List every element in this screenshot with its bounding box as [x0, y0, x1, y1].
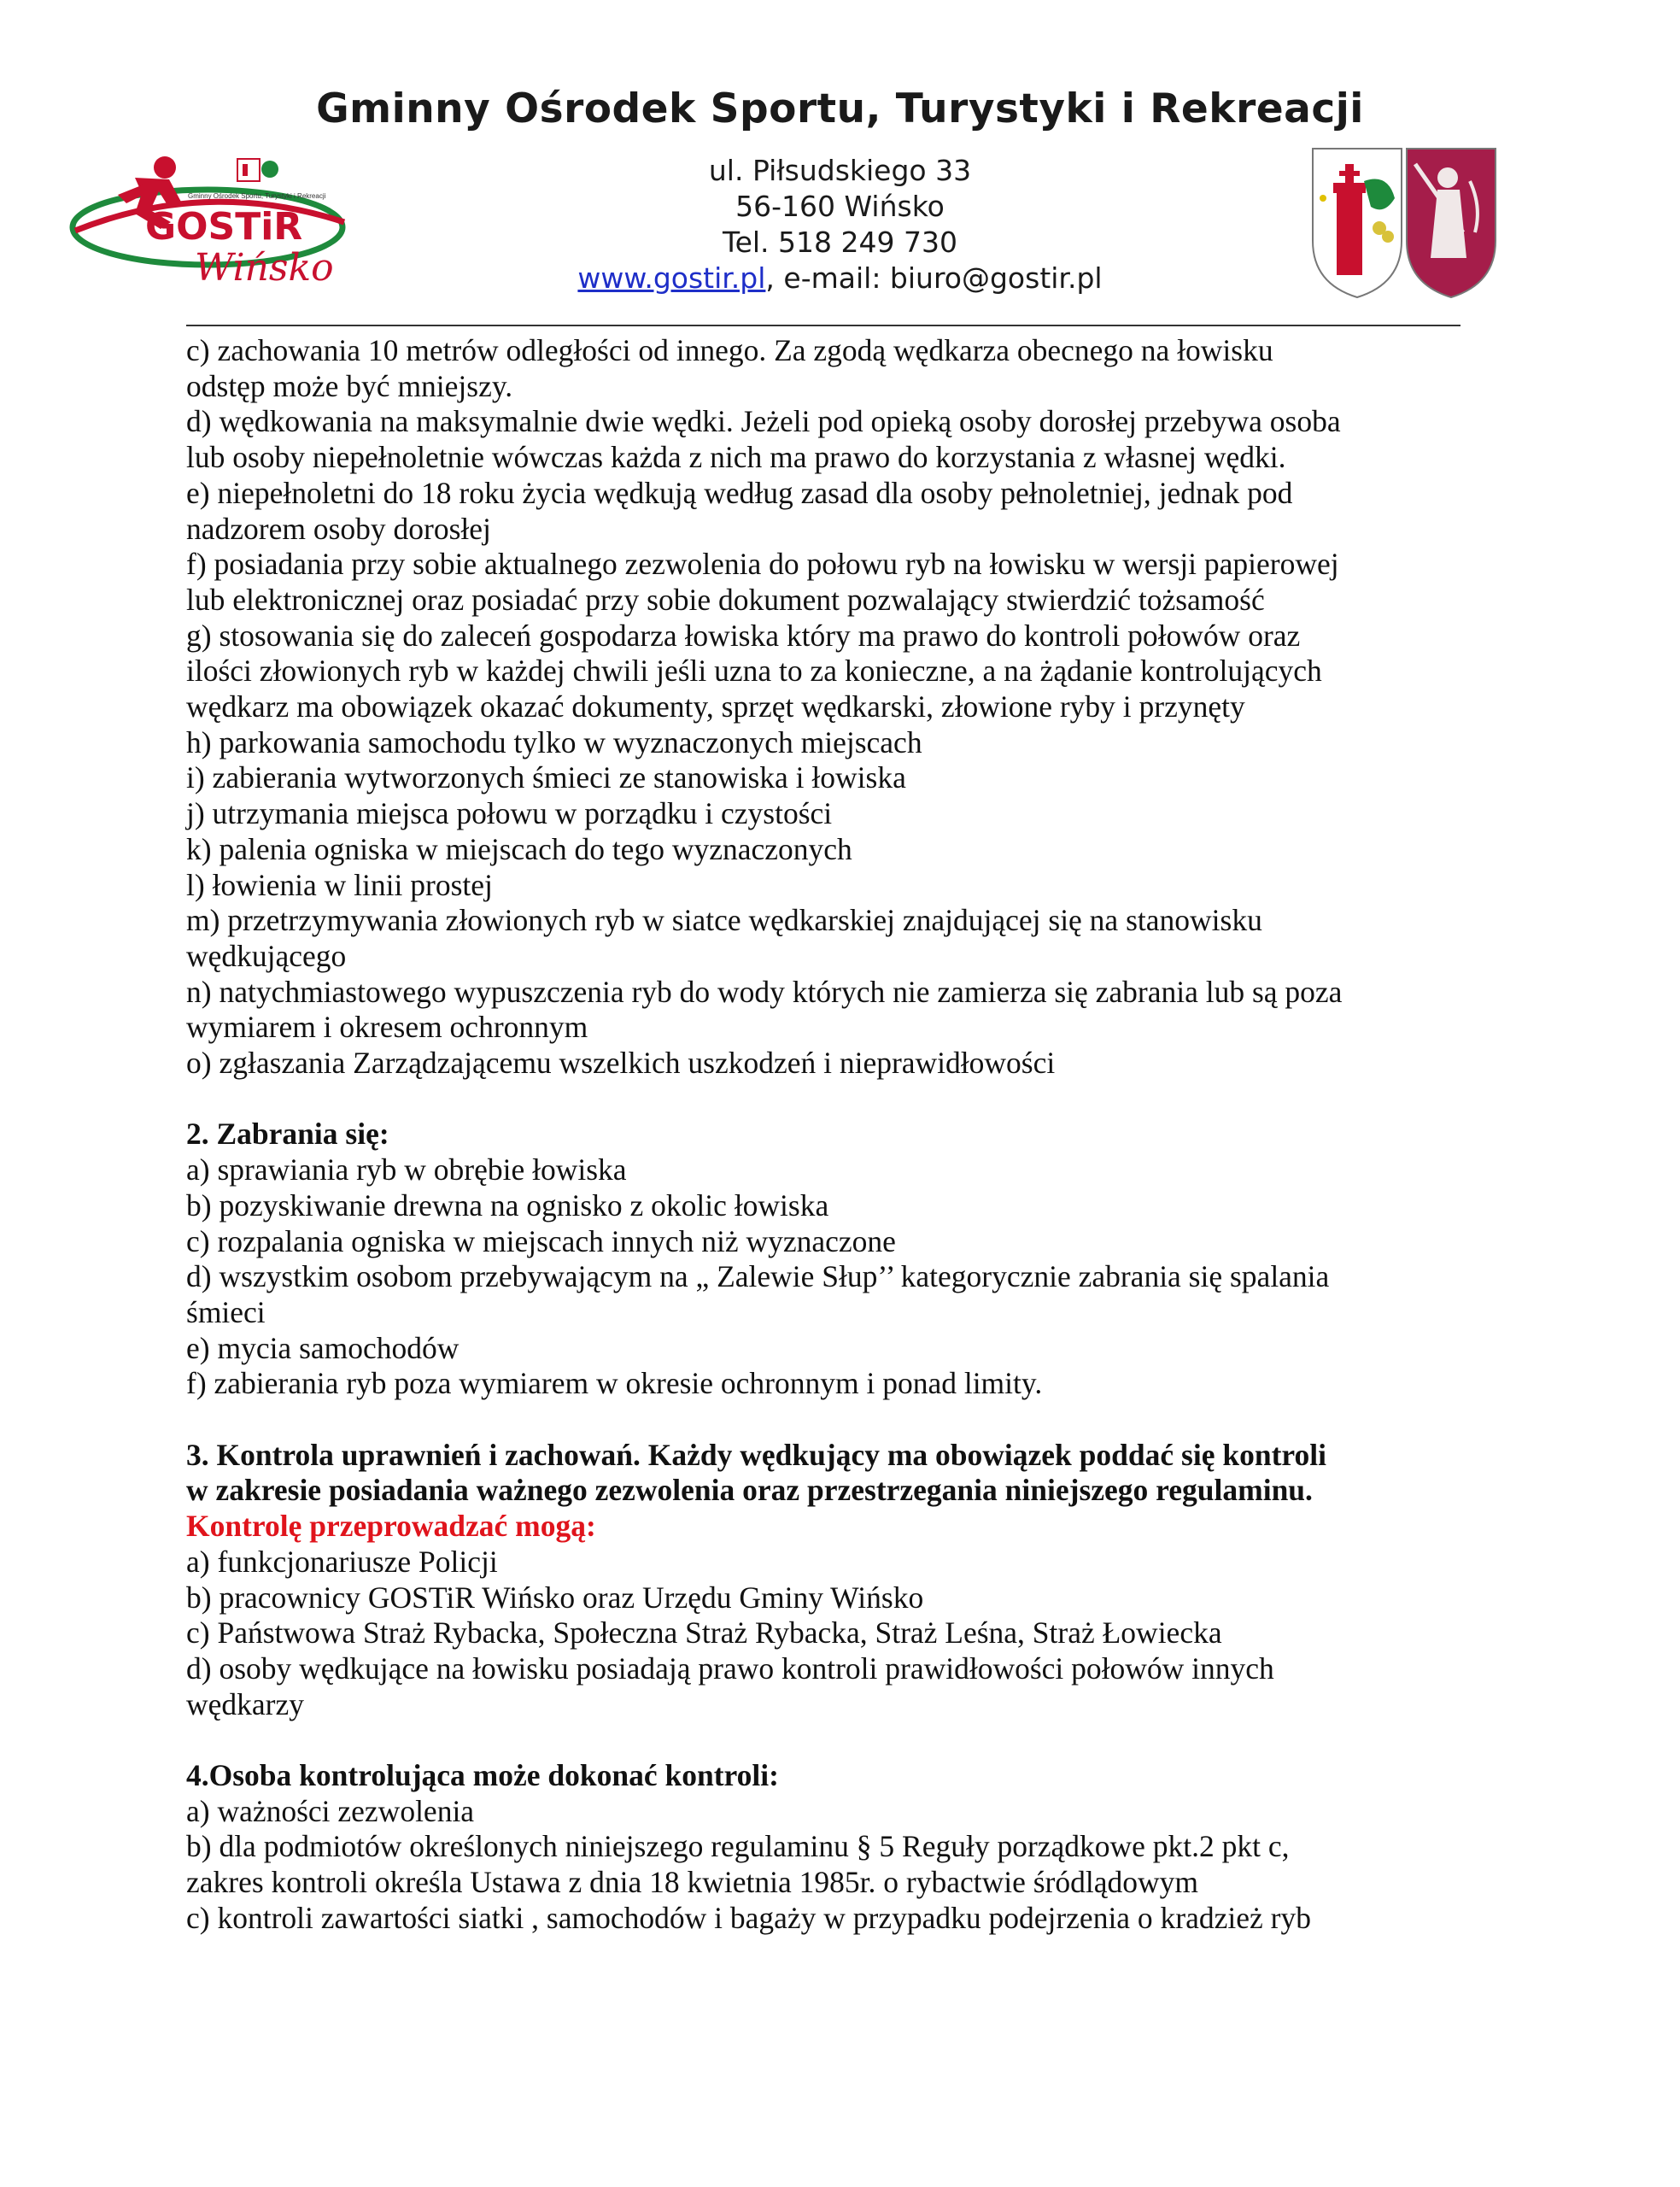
text-line: śmieci — [186, 1294, 266, 1329]
text-line: n) natychmiastowego wypuszczenia ryb do wody których nie zamierza się zabrania lub są poza — [186, 974, 1343, 1009]
text-line: b) pracownicy GOSTiR Wińsko oraz Urzędu Gminy Wińsko — [186, 1580, 924, 1615]
text-line: lub osoby niepełnoletnie wówczas każda z nich ma prawo do korzystania z własnej wędki. — [186, 440, 1286, 475]
text-line: a) sprawiania ryb w obrębie łowiska — [186, 1152, 627, 1187]
header-divider — [186, 325, 1460, 326]
institution-title: Gminny Ośrodek Sportu, Turystyki i Rekreacji — [316, 85, 1364, 132]
text-line: o) zgłaszania Zarządzającemu wszelkich uszkodzeń i nieprawidłowości — [186, 1046, 1056, 1081]
text-line: wędkującego — [186, 938, 347, 973]
text-line: c) zachowania 10 metrów odległości od innego. Za zgodą wędkarza obecnego na łowisku — [186, 333, 1273, 367]
section-heading-4: 4.Osoba kontrolująca może dokonać kontroli: — [186, 1758, 779, 1793]
text-line: f) zabierania ryb poza wymiarem w okresie ochronnym i ponad limity. — [186, 1366, 1043, 1401]
text-line: d) wszystkim osobom przebywającym na „ Zalewie Słup’’ kategorycznie zabrania się spalania — [186, 1259, 1330, 1294]
address-city: 56-160 Wińsko — [735, 190, 945, 223]
text-line: ilości złowionych ryb w każdej chwili jeśli uzna to za konieczne, a na żądanie kontrolujących — [186, 654, 1322, 689]
text-line: wędkarz ma obowiązek okazać dokumenty, sprzęt wędkarski, złowione ryby i przynęty — [186, 689, 1245, 724]
text-line: b) pozyskiwanie drewna na ognisko z okolic łowiska — [186, 1187, 829, 1222]
text-line: d) wędkowania na maksymalnie dwie wędki. Jeżeli pod opieką osoby dorosłej przebywa osoba — [186, 404, 1341, 439]
text-line: c) rozpalania ogniska w miejscach innych niż wyznaczone — [186, 1223, 896, 1258]
text-line: d) osoby wędkujące na łowisku posiadają prawo kontroli prawidłowości połowów innych — [186, 1651, 1274, 1686]
text-line: lub elektronicznej oraz posiadać przy sobie dokument pozwalający stwierdzić tożsamość — [186, 582, 1265, 617]
text-line: nadzorem osoby dorosłej — [186, 511, 491, 546]
logo-town: Wińsko — [195, 246, 334, 290]
text-line: odstęp może być mniejszy. — [186, 368, 513, 403]
text-line: a) ważności zezwolenia — [186, 1793, 475, 1828]
text-line: m) przetrzymywania złowionych ryb w siatce wędkarskiej znajdującej się na stanowisku — [186, 903, 1262, 938]
text-line: k) palenia ogniska w miejscach do tego wyznaczonych — [186, 831, 852, 866]
red-subheading: Kontrolę przeprowadzać mogą: — [186, 1509, 596, 1544]
section-heading-3: 3. Kontrola uprawnień i zachowań. Każdy wędkujący ma obowiązek poddać się kontroli — [186, 1437, 1326, 1472]
text-line: g) stosowania się do zaleceń gospodarza łowiska który ma prawo do kontroli połowów oraz — [186, 618, 1301, 653]
phone-number: Tel. 518 249 730 — [723, 226, 957, 259]
text-line: c) kontroli zawartości siatki , samochodów i bagaży w przypadku podejrzenia o kradzież ryb — [186, 1900, 1311, 1935]
text-line: l) łowienia w linii prostej — [186, 867, 493, 902]
text-line: a) funkcjonariusze Policji — [186, 1544, 498, 1579]
text-line: wymiarem i okresem ochronnym — [186, 1010, 588, 1045]
text-line: e) niepełnoletni do 18 roku życia wędkują według zasad dla osoby pełnoletniej, jednak pod — [186, 475, 1293, 510]
text-line: b) dla podmiotów określonych niniejszego regulaminu § 5 Reguły porządkowe pkt.2 pkt c, — [186, 1829, 1290, 1864]
section-heading-2: 2. Zabrania się: — [186, 1117, 389, 1152]
text-line: wędkarzy — [186, 1686, 304, 1721]
text-line: f) posiadania przy sobie aktualnego zezwolenia do połowu ryb na łowisku w wersji papierowej — [186, 547, 1339, 582]
section-heading-3-cont: w zakresie posiadania ważnego zezwolenia oraz przestrzegania niniejszego regulaminu. — [186, 1473, 1313, 1508]
text-line: j) utrzymania miejsca połowu w porządku i czystości — [186, 796, 833, 831]
email-text: , e-mail: biuro@gostir.pl — [765, 261, 1103, 295]
spacer — [186, 1082, 1501, 1117]
coat-of-arms-tower-icon — [1313, 149, 1402, 297]
coat-of-arms-knight-icon — [1407, 149, 1496, 297]
spacer — [186, 1722, 1501, 1758]
letterhead — [0, 0, 1680, 337]
regulation-text — [186, 333, 1501, 1937]
logo-brand: GOSTiR — [145, 205, 303, 249]
text-line: zakres kontroli określa Ustawa z dnia 18 kwietnia 1985r. o rybactwie śródlądowym — [186, 1865, 1198, 1900]
text-line: i) zabierania wytworzonych śmieci ze stanowiska i łowiska — [186, 760, 906, 795]
address-street: ul. Piłsudskiego 33 — [708, 154, 972, 187]
spacer — [186, 1402, 1501, 1438]
text-line: c) Państwowa Straż Rybacka, Społeczna Straż Rybacka, Straż Leśna, Straż Łowiecka — [186, 1615, 1222, 1651]
text-line: e) mycia samochodów — [186, 1330, 460, 1365]
website-link[interactable]: www.gostir.pl — [577, 261, 766, 295]
coats-of-arms — [1311, 147, 1499, 301]
text-line: h) parkowania samochodu tylko w wyznaczonych miejscach — [186, 724, 922, 759]
logo-small-text: Gminny Ośrodek Sportu, Turystyki i Rekreacji — [188, 192, 326, 200]
